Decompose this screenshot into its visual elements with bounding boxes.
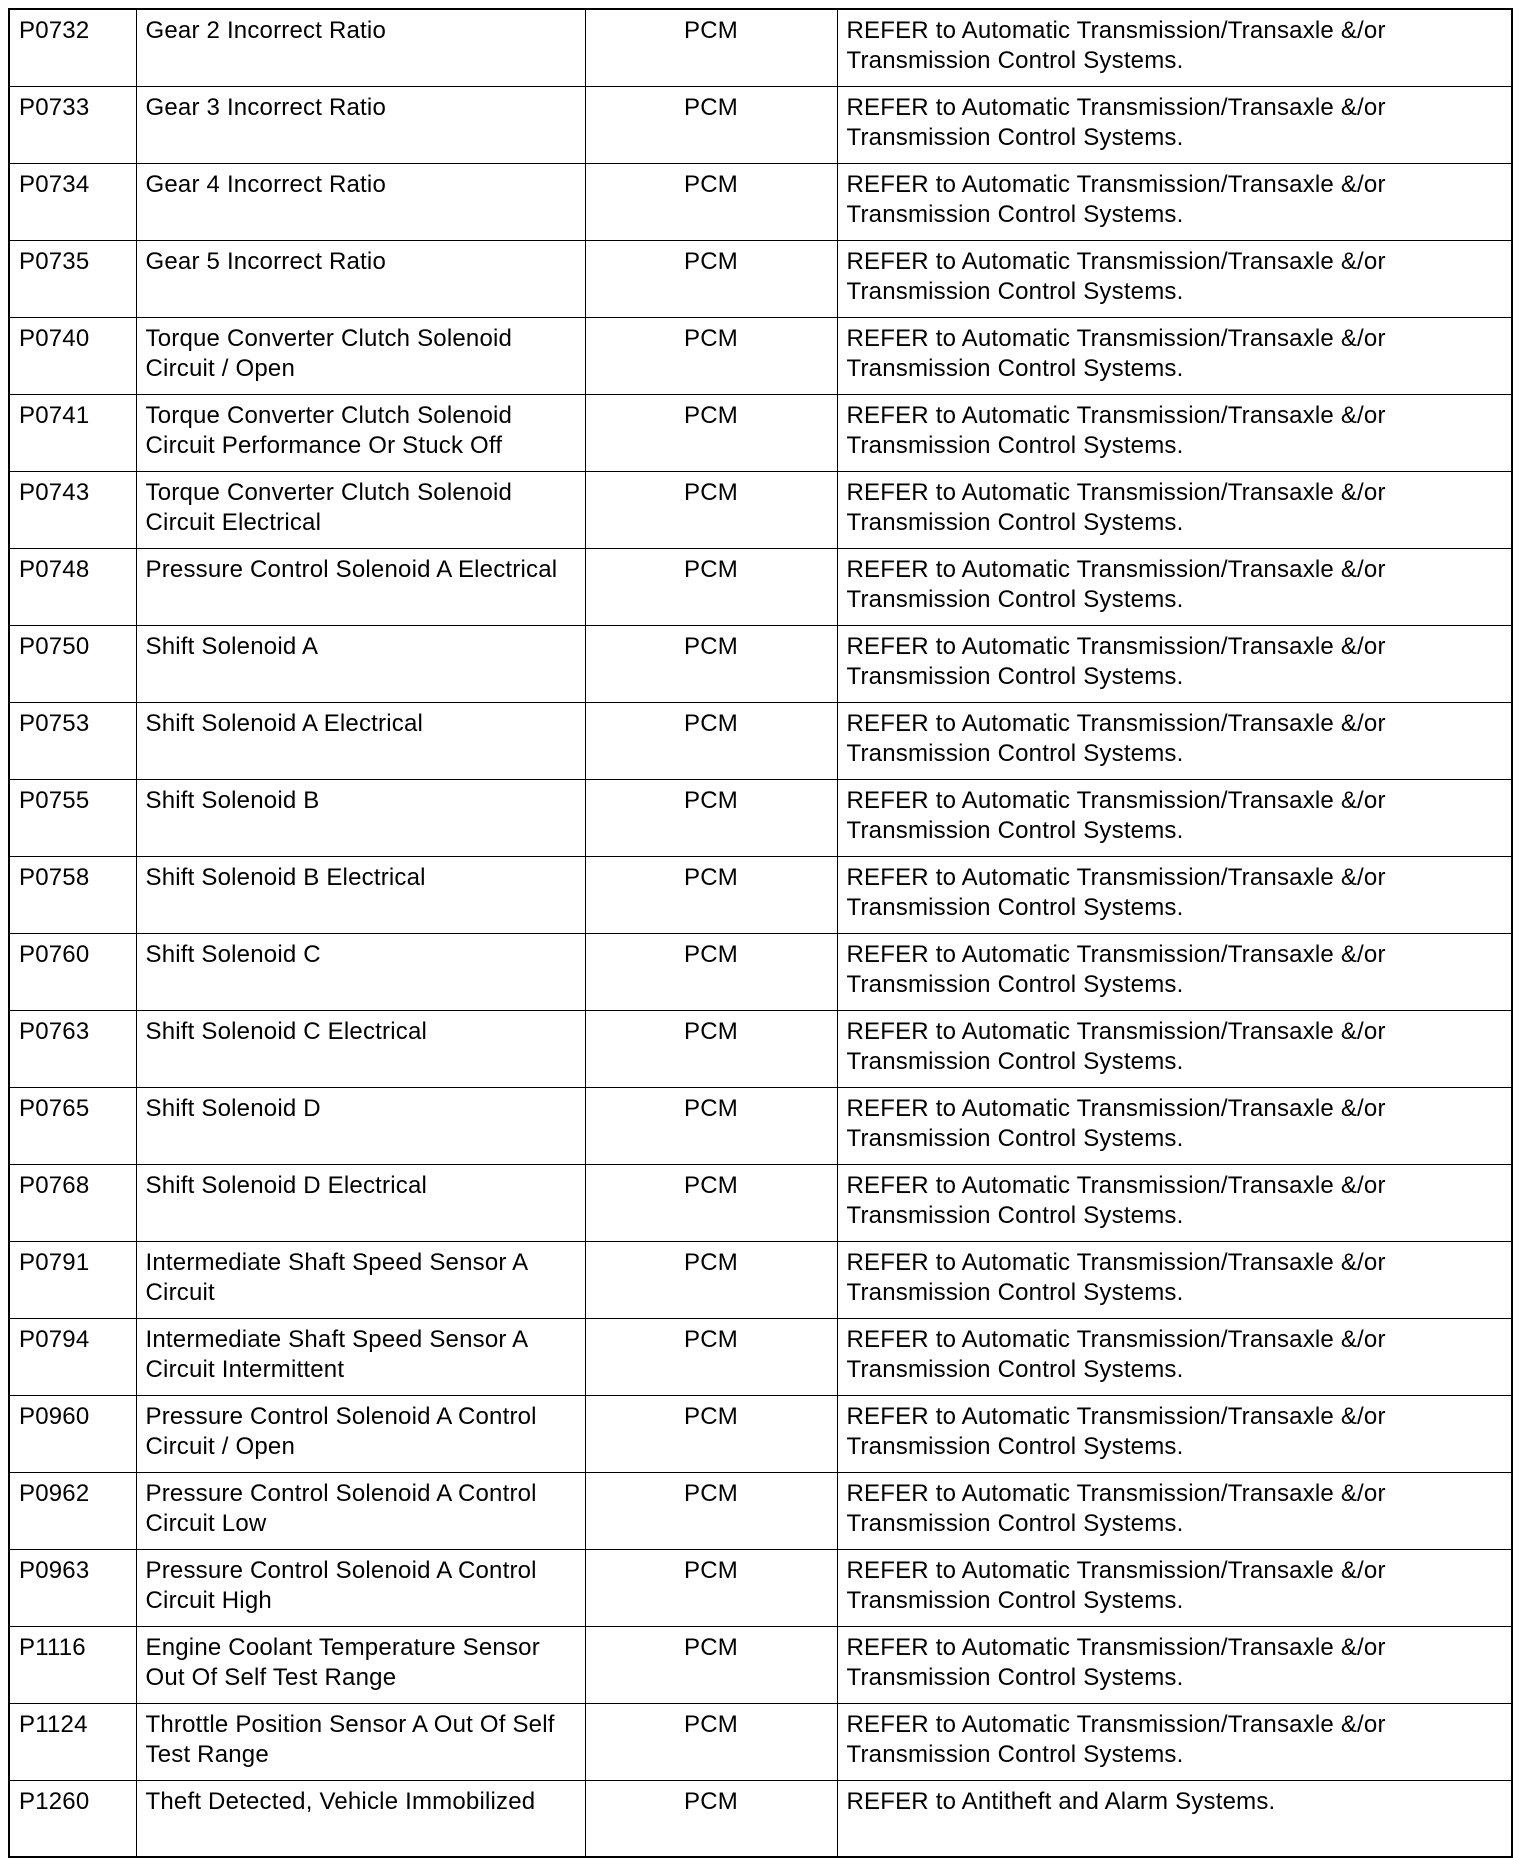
table-row <box>9 702 1512 779</box>
dtc-module-cell: PCM <box>585 1703 837 1780</box>
dtc-code-cell: P0963 <box>9 1549 136 1626</box>
table-row <box>9 9 1512 86</box>
dtc-action-cell: REFER to Automatic Transmission/Transaxle &/or Transmission Control Systems. <box>837 1626 1512 1703</box>
dtc-action-cell: REFER to Automatic Transmission/Transaxle &/or Transmission Control Systems. <box>837 86 1512 163</box>
dtc-action-cell: REFER to Antitheft and Alarm Systems. <box>837 1780 1512 1857</box>
dtc-action-cell: REFER to Automatic Transmission/Transaxle &/or Transmission Control Systems. <box>837 856 1512 933</box>
dtc-module-cell: PCM <box>585 548 837 625</box>
dtc-action-cell: REFER to Automatic Transmission/Transaxle &/or Transmission Control Systems. <box>837 240 1512 317</box>
dtc-code-cell: P0960 <box>9 1395 136 1472</box>
table-row <box>9 548 1512 625</box>
dtc-action-cell: REFER to Automatic Transmission/Transaxle &/or Transmission Control Systems. <box>837 1087 1512 1164</box>
dtc-description-cell: Torque Converter Clutch Solenoid Circuit Electrical <box>136 471 585 548</box>
table-row <box>9 86 1512 163</box>
dtc-module-cell: PCM <box>585 1241 837 1318</box>
dtc-action-cell: REFER to Automatic Transmission/Transaxle &/or Transmission Control Systems. <box>837 1703 1512 1780</box>
table-row <box>9 1549 1512 1626</box>
dtc-action-cell: REFER to Automatic Transmission/Transaxle &/or Transmission Control Systems. <box>837 1549 1512 1626</box>
dtc-code-cell: P0763 <box>9 1010 136 1087</box>
dtc-description-cell: Shift Solenoid A <box>136 625 585 702</box>
dtc-action-cell: REFER to Automatic Transmission/Transaxle &/or Transmission Control Systems. <box>837 1010 1512 1087</box>
dtc-module-cell: PCM <box>585 394 837 471</box>
dtc-code-cell: P1124 <box>9 1703 136 1780</box>
dtc-module-cell: PCM <box>585 1010 837 1087</box>
dtc-description-cell: Shift Solenoid B Electrical <box>136 856 585 933</box>
dtc-module-cell: PCM <box>585 9 837 86</box>
dtc-module-cell: PCM <box>585 240 837 317</box>
dtc-code-cell: P0748 <box>9 548 136 625</box>
dtc-code-cell: P0732 <box>9 9 136 86</box>
dtc-action-cell: REFER to Automatic Transmission/Transaxle &/or Transmission Control Systems. <box>837 1472 1512 1549</box>
table-row <box>9 240 1512 317</box>
dtc-code-cell: P0962 <box>9 1472 136 1549</box>
table-row <box>9 1087 1512 1164</box>
dtc-module-cell: PCM <box>585 779 837 856</box>
dtc-description-cell: Shift Solenoid C <box>136 933 585 1010</box>
dtc-module-cell: PCM <box>585 86 837 163</box>
dtc-code-cell: P1116 <box>9 1626 136 1703</box>
dtc-description-cell: Throttle Position Sensor A Out Of Self Test Range <box>136 1703 585 1780</box>
dtc-description-cell: Shift Solenoid C Electrical <box>136 1010 585 1087</box>
dtc-code-cell: P0791 <box>9 1241 136 1318</box>
dtc-action-cell: REFER to Automatic Transmission/Transaxle &/or Transmission Control Systems. <box>837 317 1512 394</box>
table-row <box>9 471 1512 548</box>
dtc-description-cell: Torque Converter Clutch Solenoid Circuit Performance Or Stuck Off <box>136 394 585 471</box>
dtc-description-cell: Gear 5 Incorrect Ratio <box>136 240 585 317</box>
dtc-description-cell: Gear 4 Incorrect Ratio <box>136 163 585 240</box>
dtc-description-cell: Pressure Control Solenoid A Control Circuit / Open <box>136 1395 585 1472</box>
table-row <box>9 1010 1512 1087</box>
dtc-description-cell: Intermediate Shaft Speed Sensor A Circuit <box>136 1241 585 1318</box>
dtc-table <box>8 8 1513 1858</box>
dtc-description-cell: Intermediate Shaft Speed Sensor A Circuit Intermittent <box>136 1318 585 1395</box>
dtc-action-cell: REFER to Automatic Transmission/Transaxle &/or Transmission Control Systems. <box>837 548 1512 625</box>
dtc-description-cell: Shift Solenoid B <box>136 779 585 856</box>
dtc-description-cell: Pressure Control Solenoid A Electrical <box>136 548 585 625</box>
dtc-action-cell: REFER to Automatic Transmission/Transaxle &/or Transmission Control Systems. <box>837 9 1512 86</box>
dtc-action-cell: REFER to Automatic Transmission/Transaxle &/or Transmission Control Systems. <box>837 625 1512 702</box>
dtc-code-cell: P0741 <box>9 394 136 471</box>
table-row <box>9 1472 1512 1549</box>
dtc-action-cell: REFER to Automatic Transmission/Transaxle &/or Transmission Control Systems. <box>837 1241 1512 1318</box>
dtc-module-cell: PCM <box>585 1472 837 1549</box>
dtc-module-cell: PCM <box>585 471 837 548</box>
dtc-description-cell: Gear 3 Incorrect Ratio <box>136 86 585 163</box>
dtc-code-cell: P0765 <box>9 1087 136 1164</box>
dtc-code-cell: P0758 <box>9 856 136 933</box>
table-row <box>9 1164 1512 1241</box>
table-row <box>9 625 1512 702</box>
table-row <box>9 1626 1512 1703</box>
table-row <box>9 1703 1512 1780</box>
table-row <box>9 1780 1512 1857</box>
table-row <box>9 779 1512 856</box>
dtc-action-cell: REFER to Automatic Transmission/Transaxle &/or Transmission Control Systems. <box>837 1164 1512 1241</box>
dtc-module-cell: PCM <box>585 625 837 702</box>
dtc-code-cell: P0753 <box>9 702 136 779</box>
dtc-module-cell: PCM <box>585 856 837 933</box>
dtc-action-cell: REFER to Automatic Transmission/Transaxle &/or Transmission Control Systems. <box>837 163 1512 240</box>
dtc-module-cell: PCM <box>585 1318 837 1395</box>
dtc-module-cell: PCM <box>585 317 837 394</box>
dtc-table-body <box>9 9 1512 1857</box>
dtc-description-cell: Engine Coolant Temperature Sensor Out Of Self Test Range <box>136 1626 585 1703</box>
table-row <box>9 1241 1512 1318</box>
dtc-code-cell: P0794 <box>9 1318 136 1395</box>
dtc-action-cell: REFER to Automatic Transmission/Transaxle &/or Transmission Control Systems. <box>837 1395 1512 1472</box>
dtc-code-cell: P0740 <box>9 317 136 394</box>
table-row <box>9 1395 1512 1472</box>
dtc-description-cell: Shift Solenoid D <box>136 1087 585 1164</box>
dtc-module-cell: PCM <box>585 1164 837 1241</box>
dtc-code-cell: P0735 <box>9 240 136 317</box>
dtc-action-cell: REFER to Automatic Transmission/Transaxle &/or Transmission Control Systems. <box>837 702 1512 779</box>
dtc-code-cell: P0760 <box>9 933 136 1010</box>
dtc-module-cell: PCM <box>585 1087 837 1164</box>
dtc-module-cell: PCM <box>585 1395 837 1472</box>
dtc-module-cell: PCM <box>585 1780 837 1857</box>
dtc-action-cell: REFER to Automatic Transmission/Transaxle &/or Transmission Control Systems. <box>837 933 1512 1010</box>
dtc-code-cell: P1260 <box>9 1780 136 1857</box>
table-row <box>9 1318 1512 1395</box>
table-row <box>9 394 1512 471</box>
dtc-module-cell: PCM <box>585 1549 837 1626</box>
dtc-code-cell: P0750 <box>9 625 136 702</box>
dtc-description-cell: Gear 2 Incorrect Ratio <box>136 9 585 86</box>
table-row <box>9 317 1512 394</box>
dtc-module-cell: PCM <box>585 163 837 240</box>
dtc-action-cell: REFER to Automatic Transmission/Transaxle &/or Transmission Control Systems. <box>837 1318 1512 1395</box>
dtc-description-cell: Shift Solenoid D Electrical <box>136 1164 585 1241</box>
dtc-description-cell: Shift Solenoid A Electrical <box>136 702 585 779</box>
dtc-description-cell: Torque Converter Clutch Solenoid Circuit / Open <box>136 317 585 394</box>
dtc-module-cell: PCM <box>585 933 837 1010</box>
dtc-code-cell: P0734 <box>9 163 136 240</box>
dtc-action-cell: REFER to Automatic Transmission/Transaxle &/or Transmission Control Systems. <box>837 779 1512 856</box>
dtc-code-cell: P0733 <box>9 86 136 163</box>
dtc-module-cell: PCM <box>585 702 837 779</box>
dtc-description-cell: Pressure Control Solenoid A Control Circuit High <box>136 1549 585 1626</box>
dtc-code-cell: P0743 <box>9 471 136 548</box>
dtc-code-cell: P0768 <box>9 1164 136 1241</box>
table-row <box>9 163 1512 240</box>
table-row <box>9 933 1512 1010</box>
dtc-description-cell: Pressure Control Solenoid A Control Circuit Low <box>136 1472 585 1549</box>
dtc-description-cell: Theft Detected, Vehicle Immobilized <box>136 1780 585 1857</box>
dtc-module-cell: PCM <box>585 1626 837 1703</box>
dtc-action-cell: REFER to Automatic Transmission/Transaxle &/or Transmission Control Systems. <box>837 471 1512 548</box>
dtc-code-cell: P0755 <box>9 779 136 856</box>
table-row <box>9 856 1512 933</box>
dtc-action-cell: REFER to Automatic Transmission/Transaxle &/or Transmission Control Systems. <box>837 394 1512 471</box>
